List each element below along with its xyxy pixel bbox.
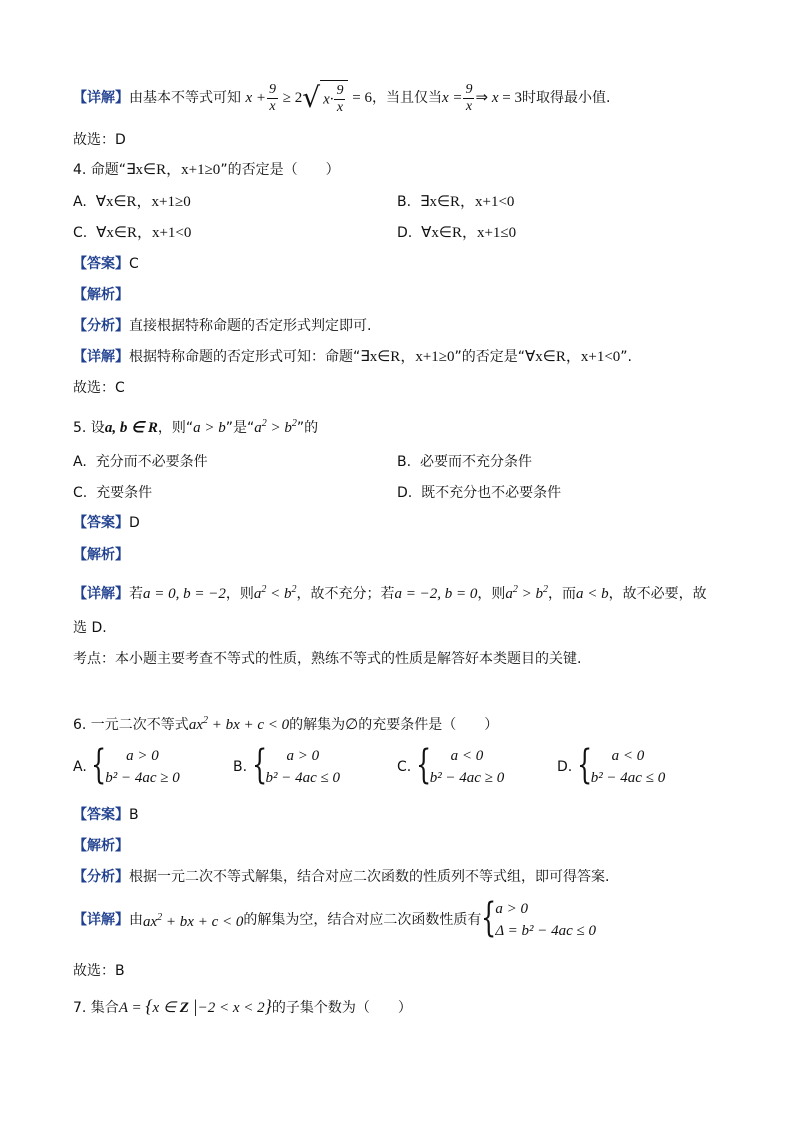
q5-detail-text-6: ，故不必要，故	[608, 586, 707, 602]
q5-stem-1: 5. 设	[73, 420, 105, 436]
q7-stem-1: 7. 集合	[73, 1000, 119, 1016]
q5-detail-text-5: ，而	[548, 586, 576, 602]
q7-stem-math: A = {x ∈ Z |−2 < x < 2}	[118, 996, 272, 1016]
q5-detail-cont: 选 D.	[73, 620, 107, 636]
option-label: A.	[73, 454, 87, 470]
top-detail-text-2: ，当且仅当	[371, 90, 442, 106]
option-text: 必要而不充分条件	[419, 454, 532, 470]
q6-option-d-system: { a < 0 b² − 4ac ≤ 0	[576, 742, 666, 788]
q4-answer-value: C	[129, 256, 139, 272]
q4-stem-1: 4. 命题“	[73, 162, 127, 178]
q4-option-c	[73, 223, 191, 243]
q6-fenxi	[73, 867, 609, 887]
fenxi-label: 【分析】	[73, 318, 129, 334]
q5-detail-math-3: a = −2, b = 0	[394, 586, 478, 602]
q6-option-c-system: { a < 0 b² − 4ac ≥ 0	[415, 742, 505, 788]
top-formula-4: x =	[441, 90, 463, 106]
q4-conclusion: 故选：C	[73, 380, 125, 396]
answer-label: 【答案】	[73, 256, 129, 272]
option-label: A.	[73, 194, 87, 210]
option-label: B.	[397, 454, 412, 470]
q5-stem	[73, 414, 318, 438]
q4-answer	[73, 254, 139, 274]
q5-stem-math-1: a, b ∈ R	[104, 420, 158, 436]
kaodian-label: 考点：	[73, 651, 115, 667]
q6-conclusion: 故选：B	[73, 963, 125, 979]
option-label: D.	[397, 225, 413, 241]
q5-option-d	[397, 483, 561, 503]
q5-detail-math-5: a < b	[576, 586, 609, 602]
q5-stem-math-3: $a^2 > b^2$	[254, 418, 297, 436]
fenxi-label: 【分析】	[73, 869, 129, 885]
sqrt-icon: √	[302, 81, 321, 114]
detail-label: 【详解】	[73, 912, 129, 928]
q5-detail-math-1: a = 0, b = −2	[143, 586, 226, 602]
q5-stem-3: ”是“	[225, 420, 255, 436]
q4-detail-math-1: ∃x∈R，x+1≥0	[360, 349, 455, 365]
system-row-2: Δ = b² − 4ac ≤ 0	[495, 923, 597, 939]
q4-stem	[73, 160, 340, 180]
option-label: D.	[397, 485, 413, 501]
q4-analysis-label: 【解析】	[73, 287, 129, 303]
option-label: C.	[397, 759, 412, 775]
q5-answer-value: D	[129, 515, 140, 531]
option-label: D.	[557, 759, 573, 775]
top-detail-text-1: 由基本不等式可知	[129, 90, 241, 106]
q5-analysis-label: 【解析】	[73, 547, 129, 563]
q5-detail-math-4: $a^2 > b^2$	[505, 584, 548, 602]
system-row-2: b² − 4ac ≤ 0	[590, 770, 666, 786]
q5-stem-2: ，则“	[157, 420, 194, 436]
system-row-1: a > 0	[495, 901, 528, 917]
q6-stem	[73, 711, 498, 735]
option-math: ∀x∈R，x+1≤0	[421, 225, 517, 241]
q5-detail	[73, 580, 707, 604]
option-label: B.	[397, 194, 412, 210]
system-row-2: b² − 4ac ≥ 0	[429, 770, 505, 786]
option-math: ∀x∈R，x+1≥0	[95, 194, 191, 210]
q6-empty-set: ∅	[345, 717, 359, 733]
top-sqrt-body: x· $\frac{9}{x}$	[320, 80, 348, 116]
q4-detail-math-2: ∀x∈R，x+1<0	[525, 349, 621, 365]
q6-option-d	[557, 742, 666, 789]
option-label: A.	[73, 759, 87, 775]
q6-option-a	[73, 742, 180, 789]
q6-detail	[73, 895, 597, 942]
top-detail-text-3: 时取得最小值.	[521, 90, 611, 106]
q6-option-b-system: { a > 0 b² − 4ac ≤ 0	[251, 742, 341, 788]
q4-fenxi	[73, 316, 371, 336]
top-conclusion: 故选：D	[73, 132, 126, 148]
q7-stem-2: 的子集个数为（ ）	[271, 1000, 412, 1016]
q6-option-b	[233, 742, 341, 789]
q6-detail-system: { a > 0 Δ = b² − 4ac ≤ 0	[481, 895, 597, 941]
q5-detail-text-3: ，故不充分；若	[296, 586, 395, 602]
q5-detail-math-2: $a^2 < b^2$	[253, 584, 297, 602]
q5-option-a	[73, 452, 208, 472]
q6-option-c	[397, 742, 505, 789]
system-row-1: a < 0	[611, 748, 645, 764]
option-math: ∀x∈R，x+1<0	[96, 225, 192, 241]
option-text: 既不充分也不必要条件	[421, 485, 562, 501]
q4-option-b	[397, 192, 514, 212]
q5-detail-text-4: ，则	[477, 586, 506, 602]
q6-stem-1: 6. 一元二次不等式	[73, 717, 189, 733]
top-fraction-9-over-x-2: $\frac{9}{x}$	[465, 81, 473, 114]
q5-option-c	[73, 483, 152, 503]
q5-stem-math-2: a > b	[193, 420, 226, 436]
q6-detail-text-1: 由	[129, 912, 143, 928]
answer-label: 【答案】	[73, 807, 129, 823]
q5-detail-text-2: ，则	[225, 586, 254, 602]
option-label: B.	[233, 759, 248, 775]
option-math: ∃x∈R，x+1<0	[419, 194, 515, 210]
answer-label: 【答案】	[73, 515, 129, 531]
top-detail-line	[73, 80, 610, 116]
q4-detail	[73, 347, 632, 367]
q6-fenxi-text: 根据一元二次不等式解集，结合对应二次函数的性质列不等式组，即可得答案.	[129, 869, 610, 885]
system-row-1: a > 0	[126, 748, 159, 764]
q4-stem-2: ”的否定是（ ）	[220, 162, 340, 178]
top-formula-1: x +	[245, 90, 266, 106]
detail-label: 【详解】	[73, 90, 129, 106]
q5-answer	[73, 513, 140, 533]
q6-detail-text-2: 的解集为空，结合对应二次函数性质有	[243, 912, 482, 928]
top-fraction-9-over-x: $\frac{9}{x}$	[268, 81, 276, 114]
q6-stem-math-1: $ax^2$ + bx + c < 0	[188, 715, 290, 733]
detail-label: 【详解】	[73, 586, 129, 602]
top-formula-2: ≥ 2	[278, 90, 303, 106]
top-formula-3: = 6	[348, 90, 372, 106]
q5-kaodian	[73, 649, 581, 669]
q6-option-a-system: { a > 0 b² − 4ac ≥ 0	[91, 742, 180, 788]
q4-detail-text-3: ”.	[620, 349, 632, 365]
q7-stem	[73, 996, 412, 1018]
q6-answer-value: B	[129, 807, 139, 823]
q4-fenxi-text: 直接根据特称命题的否定形式判定即可.	[129, 318, 372, 334]
q4-detail-text-1: 根据特称命题的否定形式可知：命题“	[129, 349, 361, 365]
q4-option-d	[397, 223, 516, 243]
option-text: 充分而不必要条件	[95, 454, 208, 470]
q4-option-a	[73, 192, 191, 212]
top-formula-5: ⇒ x = 3	[475, 90, 522, 106]
q5-option-b	[397, 452, 532, 472]
q6-analysis-label: 【解析】	[73, 838, 129, 854]
option-label: C.	[73, 225, 88, 241]
q5-stem-4: ”的	[296, 420, 319, 436]
q5-kaodian-text: 本小题主要考查不等式的性质，熟练不等式的性质是解答好本类题目的关键.	[115, 651, 582, 667]
system-row-1: a < 0	[450, 748, 484, 764]
system-row-2: b² − 4ac ≥ 0	[105, 770, 180, 786]
q5-detail-text-1: 若	[129, 586, 143, 602]
q6-answer	[73, 805, 139, 825]
q4-detail-text-2: ”的否定是“	[454, 349, 526, 365]
q4-stem-math: ∃x∈R，x+1≥0	[126, 162, 221, 178]
detail-label: 【详解】	[73, 349, 129, 365]
system-row-2: b² − 4ac ≤ 0	[265, 770, 341, 786]
q6-stem-2: 的解集为	[289, 717, 346, 733]
system-row-1: a > 0	[286, 748, 320, 764]
option-label: C.	[73, 485, 88, 501]
option-text: 充要条件	[96, 485, 153, 501]
q6-detail-math-1: $ax^2$ + bx + c < 0	[143, 912, 244, 930]
q6-stem-3: 的充要条件是（ ）	[358, 717, 499, 733]
